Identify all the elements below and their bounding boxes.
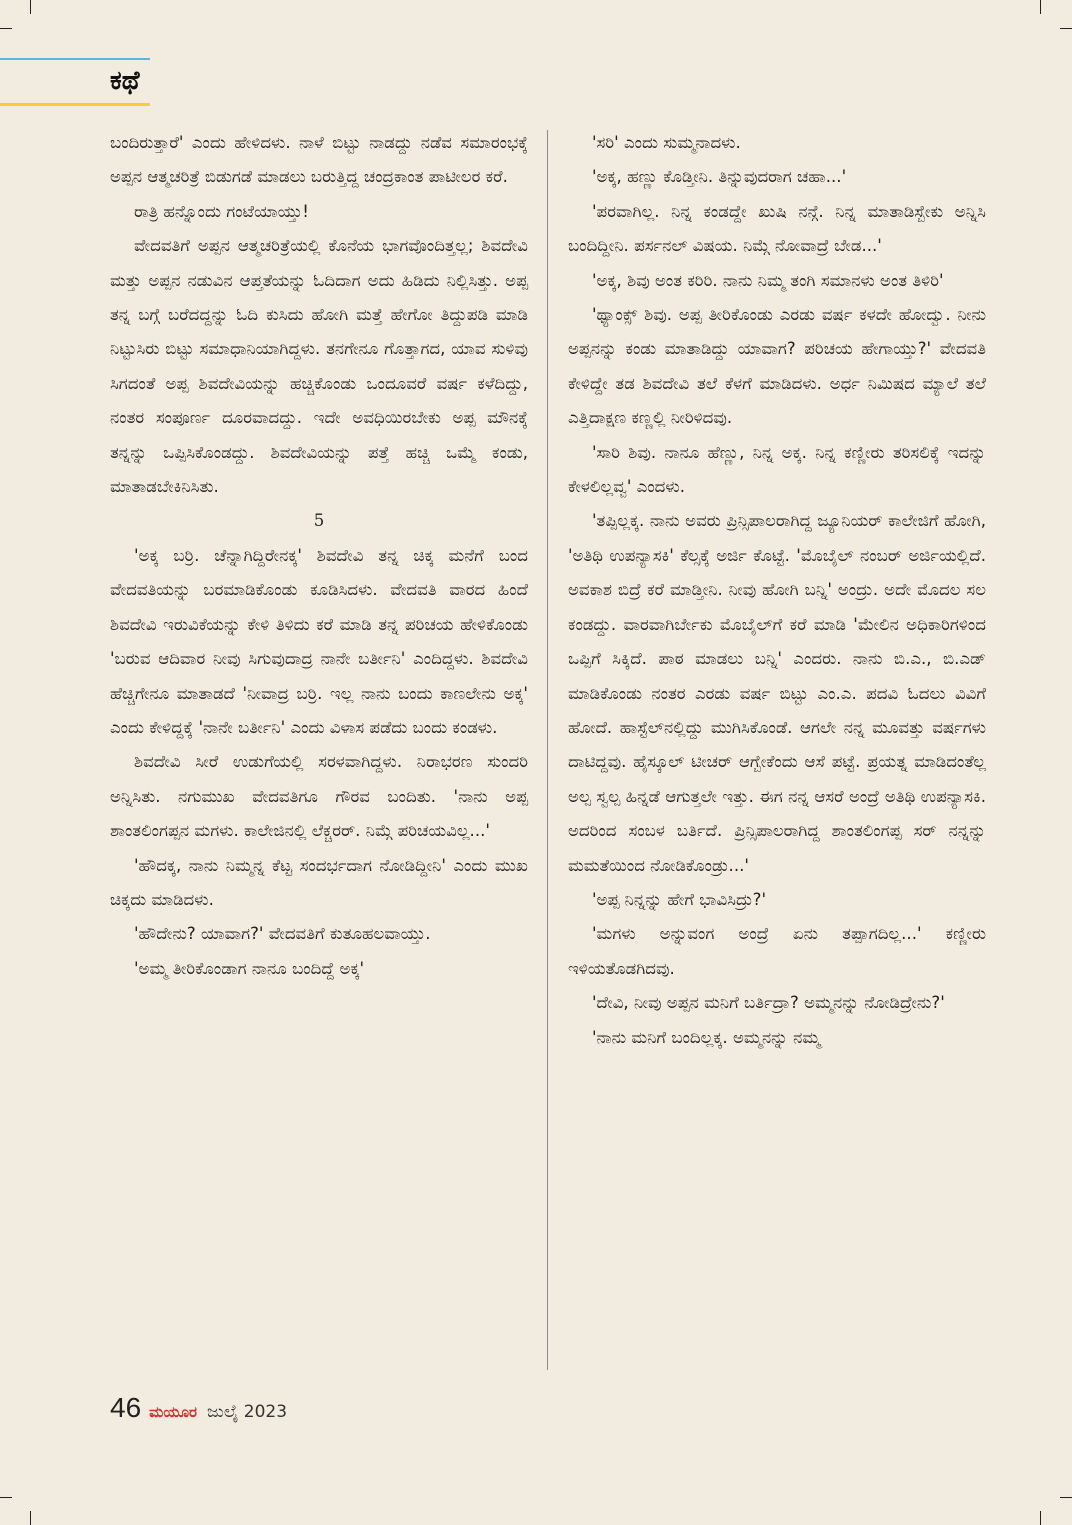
- paragraph: ಬಂದಿರುತ್ತಾರೆ' ಎಂದು ಹೇಳಿದಳು. ನಾಳೆ ಬಿಟ್ಟು ನಾಡದ್ದು ನಡೆವ ಸಮಾರಂಭಕ್ಕೆ ಅಪ್ಪನ ಆತ್ಮಚರಿತ್ರೆ ಬಿಡುಗಡೆ ಮಾಡಲು ಬರುತ್ತಿದ್ದ ಚಂದ್ರಕಾಂತ ಪಾಟೀಲರ ಕರೆ.: [110, 133, 528, 187]
- paragraph: 'ಹೌದಕ್ಕ, ನಾನು ನಿಮ್ಮನ್ನ ಕೆಟ್ಟ ಸಂದರ್ಭದಾಗ ನೋಡಿದ್ದೀನಿ' ಎಂದು ಮುಖ ಚಿಕ್ಕದು ಮಾಡಿದಳು.: [110, 855, 528, 909]
- paragraph: 'ಥ್ಯಾಂಕ್ಸ್ ಶಿವು. ಅಪ್ಪ ತೀರಿಕೊಂಡು ಎರಡು ವರ್ಷ ಕಳದೇ ಹೋದ್ವು. ನೀನು ಅಪ್ಪನನ್ನು ಕಂಡು ಮಾತಾಡಿದ್ದು ಯಾವಾಗ? ಪರಿಚಯ ಹೇಗಾಯ್ತು?' ವೇದವತಿ ಕೇಳಿದ್ದೇ ತಡ ಶಿವದೇವಿ ತಲೆ ಕೆಳಗೆ ಮಾಡಿದಳು. ಅರ್ಧ ನಿಮಿಷದ ಮ್ಯಾಲೆ ತಲೆ ಎತ್ತಿದಾಕ್ಷಣ ಕಣ್ಣಲ್ಲಿ ನೀರಿಳಿದವು.: [568, 305, 986, 428]
- paragraph: 'ಮಗಳು ಅನ್ನುವಂಗ ಅಂದ್ರೆ ಏನು ತಪ್ಪಾಗದಿಲ್ಲ...' ಕಣ್ಣೀರು ಇಳಿಯತೊಡಗಿದವು.: [568, 924, 986, 978]
- crop-mark: [1040, 0, 1041, 14]
- paragraph: 'ಪರವಾಗಿಲ್ಲ. ನಿನ್ನ ಕಂಡದ್ದೇ ಖುಷಿ ನನ್ಗೆ. ನಿನ್ನ ಮಾತಾಡಿಸ್ಬೇಕು ಅನ್ನಿಸಿ ಬಂದಿದ್ದೀನಿ. ಪರ್ಸನಲ್ ವಿಷಯ. ನಿಮ್ಗೆ ನೋವಾದ್ರೆ ಬೇಡ...': [568, 201, 986, 256]
- page-number: 46: [110, 1392, 142, 1423]
- paragraph: 'ಅಕ್ಕ, ಹಣ್ಣು ಕೊಡ್ತೀನಿ. ತಿನ್ನುವುದರಾಗ ಚಹಾ...': [592, 167, 847, 187]
- paragraph: 'ಹೌದೇನು? ಯಾವಾಗ?' ವೇದವತಿಗೆ ಕುತೂಹಲವಾಯ್ತು.: [134, 924, 431, 944]
- right-column: [568, 126, 986, 1055]
- paragraph: 'ದೇವಿ, ನೀವು ಅಪ್ಪನ ಮನಿಗೆ ಬರ್ತಿದ್ರಾ? ಅಮ್ಮನನ್ನು ನೋಡಿದ್ರೇನು?': [592, 993, 945, 1013]
- crop-mark: [0, 28, 12, 29]
- paragraph: 'ನಾನು ಮನಿಗೆ ಬಂದಿಲ್ಲಕ್ಕ. ಅಮ್ಮನನ್ನು ನಮ್ಮ: [592, 1027, 821, 1047]
- crop-mark: [1060, 28, 1072, 29]
- crop-mark: [30, 1511, 31, 1525]
- paragraph: 'ತಪ್ಪಿಲ್ಲಕ್ಕ. ನಾನು ಅವರು ಪ್ರಿನ್ಸಿಪಾಲರಾಗಿದ್ದ ಜ್ಯೂನಿಯರ್ ಕಾಲೇಜಿಗೆ ಹೋಗಿ, 'ಅತಿಥಿ ಉಪನ್ಯಾಸಕಿ' ಕೆಲ್ಸಕ್ಕೆ ಅರ್ಜಿ ಕೊಟ್ಟೆ. 'ಮೊಬೈಲ್ ನಂಬರ್ ಅರ್ಜಿಯಲ್ಲಿದೆ. ಅವಕಾಶ ಬಿದ್ರೆ ಕರೆ ಮಾಡ್ತೀನಿ. ನೀವು ಹೋಗಿ ಬನ್ನಿ' ಅಂದ್ರು. ಅದೇ ಮೊದಲ ಸಲ ಕಂಡದ್ದು. ವಾರವಾಗಿರ್ಬೇಕು ಮೊಬೈಲ್‌ಗೆ ಕರೆ ಮಾಡಿ 'ಮೇಲಿನ ಅಧಿಕಾರಿಗಳಿಂದ ಒಪ್ಪಿಗೆ ಸಿಕ್ಕಿದೆ. ಪಾಠ ಮಾಡಲು ಬನ್ನಿ' ಎಂದರು. ನಾನು ಬಿ.ಎ., ಬಿ.ಎಡ್ ಮಾಡಿಕೊಂಡು ನಂತರ ಎರಡು ವರ್ಷ ಬಿಟ್ಟು ಎಂ.ಎ. ಪದವಿ ಓದಲು ವಿವಿಗೆ ಹೋದೆ. ಹಾಸ್ಟೆಲ್‌ನಲ್ಲಿದ್ದು ಮುಗಿಸಿಕೊಂಡೆ. ಆಗಲೇ ನನ್ನ ಮೂವತ್ತು ವರ್ಷಗಳು ದಾಟಿದ್ದವು. ಹೈಸ್ಕೂಲ್ ಟೀಚರ್ ಆಗ್ಬೇಕೆಂದು ಆಸೆ ಪಟ್ಟೆ. ಪ್ರಯತ್ನ ಮಾಡಿದಂತೆಲ್ಲ ಅಲ್ಪ ಸ್ವಲ್ಪ ಹಿನ್ನಡೆ ಆಗುತ್ತಲೇ ಇತ್ತು. ಈಗ ನನ್ನ ಆಸರೆ ಅಂದ್ರೆ ಅತಿಥಿ ಉಪನ್ಯಾಸಕಿ. ಅದರಿಂದ ಸಂಬಳ ಬರ್ತಿದೆ. ಪ್ರಿನ್ಸಿಪಾಲರಾಗಿದ್ದ ಶಾಂತಲಿಂಗಪ್ಪ ಸರ್ ನನ್ನನ್ನು ಮಮತೆಯಿಂದ ನೋಡಿಕೊಂಡ್ರು...': [568, 511, 986, 875]
- paragraph: 'ಅಕ್ಕ, ಶಿವು ಅಂತ ಕರಿರಿ. ನಾನು ನಿಮ್ಮ ತಂಗಿ ಸಮಾನಳು ಅಂತ ತಿಳಿರಿ': [592, 270, 944, 290]
- section-label: ಕಥೆ: [110, 66, 140, 96]
- paragraph: ಶಿವದೇವಿ ಸೀರೆ ಉಡುಗೆಯಲ್ಲಿ ಸರಳವಾಗಿದ್ದಳು. ನಿರಾಭರಣ ಸುಂದರಿ ಅನ್ನಿಸಿತು. ನಗುಮುಖ ವೇದವತಿಗೂ ಗೌರವ ಬಂದಿತು. 'ನಾನು ಅಪ್ಪ ಶಾಂತಲಿಂಗಪ್ಪನ ಮಗಳು. ಕಾಲೇಜಿನಲ್ಲಿ ಲೆಕ್ಚರರ್. ನಿಮ್ಗೆ ಪರಿಚಯವಿಲ್ಲ...': [110, 752, 528, 841]
- crop-mark: [0, 1497, 12, 1498]
- issue-date: ಜುಲೈ 2023: [207, 1402, 288, 1422]
- paragraph: 'ಅಕ್ಕ ಬರ್ರಿ. ಚೆನ್ನಾಗಿದ್ದಿರೇನಕ್ಕ' ಶಿವದೇವಿ ತನ್ನ ಚಿಕ್ಕ ಮನೆಗೆ ಬಂದ ವೇದವತಿಯನ್ನು ಬರಮಾಡಿಕೊಂಡು ಕೂಡಿಸಿದಳು. ವೇದವತಿ ವಾರದ ಹಿಂದೆ ಶಿವದೇವಿ ಇರುವಿಕೆಯನ್ನು ಕೇಳಿ ತಿಳಿದು ಕರೆ ಮಾಡಿ ತನ್ನ ಪರಿಚಯ ಹೇಳಿಕೊಂಡು 'ಬರುವ ಆದಿವಾರ ನೀವು ಸಿಗುವುದಾದ್ರ ನಾನೇ ಬರ್ತೀನಿ' ಎಂದಿದ್ದಳು. ಶಿವದೇವಿ ಹೆಚ್ಚಿಗೇನೂ ಮಾತಾಡದೆ 'ನೀವಾದ್ರ ಬರ್ರಿ. ಇಲ್ಲ ನಾನು ಬಂದು ಕಾಣಲೇನು ಅಕ್ಕ' ಎಂದು ಕೇಳಿದ್ದಕ್ಕೆ 'ನಾನೇ ಬರ್ತೀನಿ' ಎಂದು ವಿಳಾಸ ಪಡೆದು ಬಂದು ಕಂಡಳು.: [110, 545, 528, 737]
- column-divider: [547, 130, 548, 1370]
- crop-mark: [1040, 1511, 1041, 1525]
- magazine-logo: ಮಯೂರ: [149, 1403, 197, 1421]
- paragraph: ರಾತ್ರಿ ಹನ್ನೊಂದು ಗಂಟೆಯಾಯ್ತು!: [134, 201, 309, 221]
- section-rule-yellow: [0, 103, 150, 106]
- paragraph: ವೇದವತಿಗೆ ಅಪ್ಪನ ಆತ್ಮಚರಿತ್ರೆಯಲ್ಲಿ ಕೊನೆಯ ಭಾಗವೊಂದಿತ್ತಲ್ಲ; ಶಿವದೇವಿ ಮತ್ತು ಅಪ್ಪನ ನಡುವಿನ ಆಪ್ತತೆಯನ್ನು ಓದಿದಾಗ ಅದು ಹಿಡಿದು ನಿಲ್ಲಿಸಿತ್ತು. ಅಪ್ಪ ತನ್ನ ಬಗ್ಗೆ ಬರೆದದ್ದನ್ನು ಓದಿ ಕುಸಿದು ಹೋಗಿ ಮತ್ತೆ ಹೇಗೋ ತಿದ್ದುಪಡಿ ಮಾಡಿ ನಿಟ್ಟುಸಿರು ಬಿಟ್ಟು ಸಮಾಧಾನಿಯಾಗಿದ್ದಳು. ತನಗೇನೂ ಗೊತ್ತಾಗದ, ಯಾವ ಸುಳಿವು ಸಿಗದಂತೆ ಅಪ್ಪ ಶಿವದೇವಿಯನ್ನು ಹಚ್ಚಿಕೊಂಡು ಒಂದೂವರೆ ವರ್ಷ ಕಳೆದಿದ್ದು, ನಂತರ ಸಂಪೂರ್ಣ ದೂರವಾದದ್ದು. ಇದೇ ಅವಧಿಯಿರಬೇಕು ಅಪ್ಪ ಮೌನಕ್ಕೆ ತನ್ನನ್ನು ಒಪ್ಪಿಸಿಕೊಂಡದ್ದು. ಶಿವದೇವಿಯನ್ನು ಪತ್ತೆ ಹಚ್ಚಿ ಒಮ್ಮೆ ಕಂಡು, ಮಾತಾಡಬೇಕಿನಿಸಿತು.: [110, 236, 528, 497]
- paragraph: 'ಸಾರಿ ಶಿವು. ನಾನೂ ಹೆಣ್ಣು, ನಿನ್ನ ಅಕ್ಕ. ನಿನ್ನ ಕಣ್ಣೀರು ತರಿಸಲಿಕ್ಕೆ ಇದನ್ನು ಕೇಳಲಿಲ್ಲವ್ವ' ಎಂದಳು.: [568, 442, 986, 497]
- paragraph: 'ಅಮ್ಮ ತೀರಿಕೊಂಡಾಗ ನಾನೂ ಬಂದಿದ್ದೆ ಅಕ್ಕ': [134, 958, 365, 978]
- left-column: [110, 126, 528, 986]
- section-rule-blue: [0, 58, 150, 60]
- paragraph: 'ಅಪ್ಪ ನಿನ್ನನ್ನು ಹೇಗೆ ಭಾವಿಸಿದ್ರು?': [592, 889, 767, 909]
- paragraph: 'ಸರಿ' ಎಂದು ಸುಮ್ಮನಾದಳು.: [592, 133, 741, 152]
- crop-mark: [30, 0, 31, 14]
- page-footer: [110, 1392, 287, 1424]
- chapter-number: 5: [313, 511, 325, 531]
- crop-mark: [1060, 1497, 1072, 1498]
